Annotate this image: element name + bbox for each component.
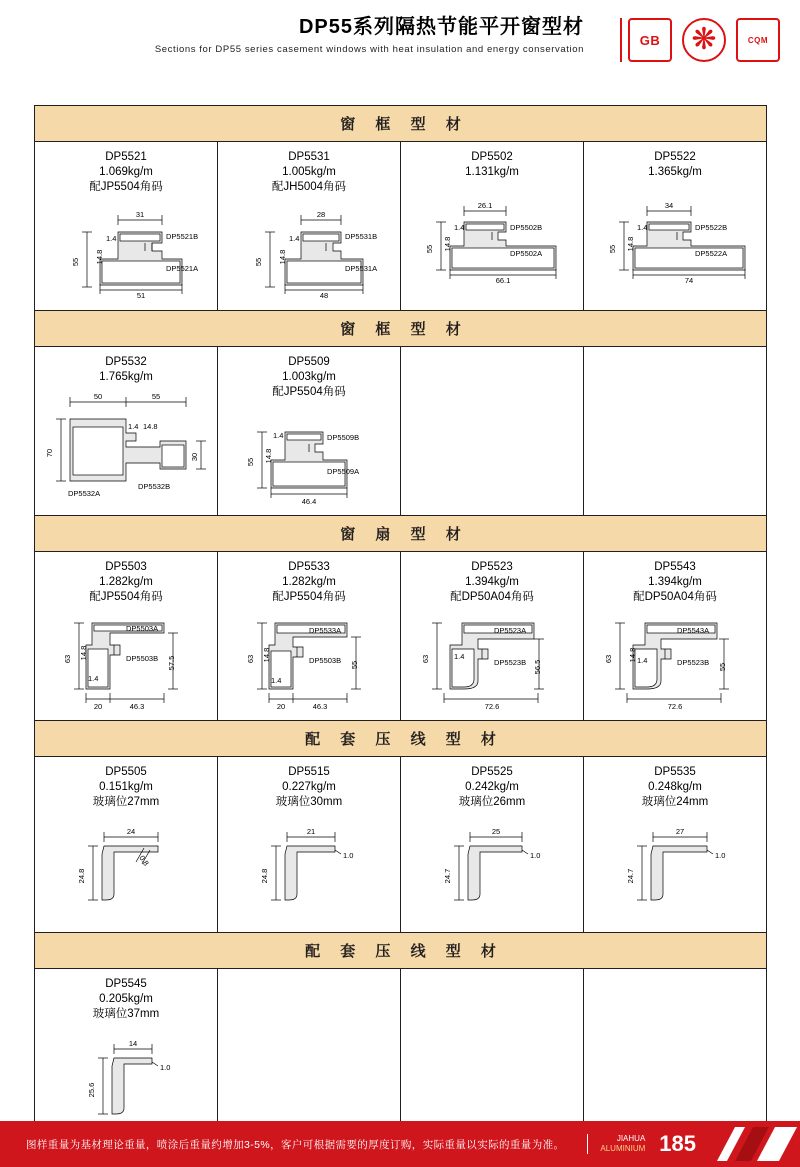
dim-label: 1.4: [106, 234, 117, 243]
dim-label: 14.8: [626, 236, 635, 252]
dim-label: 1.4: [454, 652, 465, 661]
dim-label: 14.8: [95, 249, 104, 265]
dim-label: 50: [93, 392, 103, 401]
profile-code: DP5509: [288, 356, 330, 368]
dim-label: 20: [276, 702, 286, 711]
profile-note: 玻璃位24mm: [641, 796, 709, 808]
section-band-3: 窗 扇 型 材: [35, 516, 766, 552]
dim-label: 46.3: [129, 702, 145, 711]
dim-label: 1.0: [530, 851, 541, 860]
profile-code: DP5515: [288, 766, 330, 778]
profile-cell-dp5515: [218, 757, 401, 932]
profile-table: [34, 105, 767, 1145]
profile-drawing-dp5515: [222, 814, 396, 919]
dim-label: 63: [421, 654, 430, 664]
profile-note: 配JP5504角码: [89, 181, 163, 193]
part-label: DP5509B: [327, 433, 360, 442]
part-label: DP5521A: [166, 264, 199, 273]
profile-drawing-dp5535: [588, 814, 762, 919]
profile-note: 玻璃位26mm: [458, 796, 526, 808]
profile-cell-dp5522: [584, 142, 766, 310]
profile-cell-dp5535: [584, 757, 766, 932]
part-label: DP5523B: [677, 658, 710, 667]
dim-label: 70: [45, 448, 54, 458]
profile-note: 配JP5504角码: [89, 591, 163, 603]
part-label: DP5503A: [126, 624, 159, 633]
part-label: DP5503B: [126, 654, 159, 663]
part-label: DP5532B: [138, 482, 171, 491]
header-divider: [620, 18, 622, 62]
profile-weight: 1.282kg/m: [282, 576, 336, 588]
profile-note: 配JP5504角码: [272, 386, 346, 398]
dim-label: 24.7: [443, 868, 452, 884]
dim-label: 24: [126, 827, 136, 836]
dim-label: 46.4: [301, 497, 317, 506]
part-label: DP5521B: [166, 232, 199, 241]
profile-note: 配JH5004角码: [271, 181, 347, 193]
dim-label: 28: [316, 210, 326, 219]
part-label: DP5543A: [677, 626, 710, 635]
profile-weight: 0.205kg/m: [99, 993, 153, 1005]
profile-note: 玻璃位30mm: [275, 796, 343, 808]
profile-cell-empty: [401, 969, 584, 1144]
dim-label: 63: [604, 654, 613, 664]
gb-cert-logo: [628, 18, 672, 62]
section-band-5: 配 套 压 线 型 材: [35, 933, 766, 969]
part-label: DP5531A: [345, 264, 378, 273]
profile-weight: 0.242kg/m: [465, 781, 519, 793]
profile-note: 配DP50A04角码: [633, 591, 717, 603]
profile-cell-dp5543: [584, 552, 766, 720]
dim-label: 34: [664, 201, 674, 210]
profile-code: DP5522: [654, 151, 696, 163]
dim-label: 51: [136, 291, 146, 299]
profile-cell-dp5533: [218, 552, 401, 720]
dim-label: 14.8: [79, 645, 88, 661]
dim-label: 1.4: [637, 223, 648, 232]
profile-code: DP5503: [105, 561, 147, 573]
part-label: DP5522B: [695, 223, 728, 232]
profile-code: DP5535: [654, 766, 696, 778]
dim-label: 14.8: [628, 647, 637, 663]
dim-label: 57.5: [167, 655, 176, 671]
brand-subname-en: ALUMINIUM: [600, 1144, 646, 1153]
dim-label: 27: [675, 827, 685, 836]
profile-weight: 1.003kg/m: [282, 371, 336, 383]
profile-cell-dp5523: [401, 552, 584, 720]
profile-weight: 0.151kg/m: [99, 781, 153, 793]
dim-label: 14.8: [262, 647, 271, 663]
dim-label: 1.4: [271, 676, 282, 685]
profile-code: DP5525: [471, 766, 513, 778]
dim-label: 1.0: [343, 851, 354, 860]
snowflake-icon: ❋: [691, 23, 717, 56]
dim-label: 46.3: [312, 702, 328, 711]
table-row: [35, 552, 766, 721]
profile-note: 配DP50A04角码: [450, 591, 534, 603]
dim-label: 25: [491, 827, 501, 836]
dim-label: 14.8: [443, 236, 452, 252]
profile-weight: 1.282kg/m: [99, 576, 153, 588]
dim-label: 0.8: [137, 853, 151, 868]
profile-drawing-dp5509: [222, 404, 396, 509]
snowflake-cert-logo: [682, 18, 726, 62]
profile-weight: 1.394kg/m: [648, 576, 702, 588]
profile-cell-dp5505: [35, 757, 218, 932]
part-label: DP5503B: [309, 656, 342, 665]
dim-label: 74: [684, 276, 694, 284]
section-band-1: 窗 框 型 材: [35, 106, 766, 142]
dim-label: 20: [93, 702, 103, 711]
profile-note: 玻璃位27mm: [92, 796, 160, 808]
table-row: [35, 969, 766, 1144]
page-number: 185: [659, 1131, 696, 1156]
profile-cell-dp5502: [401, 142, 584, 310]
table-row: [35, 142, 766, 311]
profile-code: DP5502: [471, 151, 513, 163]
dim-label: 21: [306, 827, 316, 836]
part-label: DP5531B: [345, 232, 378, 241]
profile-cell-dp5531: [218, 142, 401, 310]
profile-code: DP5531: [288, 151, 330, 163]
dim-label: 55: [246, 457, 255, 467]
profile-weight: 1.394kg/m: [465, 576, 519, 588]
profile-drawing-dp5521: [39, 199, 213, 304]
part-label: DP5502B: [510, 223, 543, 232]
profile-drawing-dp5531: [222, 199, 396, 304]
dim-label: 1.4: [88, 674, 99, 683]
dim-label: 1.4: [273, 431, 284, 440]
profile-code: DP5533: [288, 561, 330, 573]
table-row: [35, 757, 766, 933]
page-footer: [0, 1121, 800, 1167]
profile-cell-dp5503: [35, 552, 218, 720]
profile-weight: 1.365kg/m: [648, 166, 702, 178]
footer-note: 图样重量为基材理论重量，喷涂后重量约增加3-5%，客户可根据需要的厚度订购，实际重量以实际的重量为准。: [26, 1138, 565, 1151]
profile-code: DP5505: [105, 766, 147, 778]
section-band-2: 窗 框 型 材: [35, 311, 766, 347]
dim-label: 55: [254, 257, 263, 267]
profile-code: DP5521: [105, 151, 147, 163]
dim-label: 1.4: [454, 223, 465, 232]
profile-weight: 1.005kg/m: [282, 166, 336, 178]
profile-code: DP5545: [105, 978, 147, 990]
brand-name-en: JIAHUA: [616, 1134, 646, 1143]
table-row: [35, 347, 766, 516]
dim-label: 1.0: [715, 851, 726, 860]
dim-label: 31: [135, 210, 145, 219]
profile-cell-dp5545: [35, 969, 218, 1144]
dim-label: 24.7: [626, 868, 635, 884]
profile-cell-dp5521: [35, 142, 218, 310]
part-label: DP5509A: [327, 467, 360, 476]
profile-drawing-dp5533: [222, 609, 396, 714]
profile-note: 配JP5504角码: [272, 591, 346, 603]
dim-label: 55: [71, 257, 80, 267]
dim-label: 1.0: [160, 1063, 171, 1072]
page-header: [0, 0, 800, 80]
dim-label: 63: [246, 654, 255, 664]
dim-label: 14: [128, 1039, 138, 1048]
dim-label: 14.8: [143, 422, 158, 431]
profile-weight: 1.131kg/m: [465, 166, 519, 178]
profile-drawing-dp5523: [405, 609, 579, 714]
dim-label: 55: [718, 662, 727, 672]
part-label: DP5533A: [309, 626, 342, 635]
dim-label: 1.4: [289, 234, 300, 243]
dim-label: 55: [151, 392, 161, 401]
dim-label: 1.4: [637, 656, 648, 665]
dim-label: 24.8: [260, 868, 269, 884]
profile-code: DP5543: [654, 561, 696, 573]
profile-weight: 0.248kg/m: [648, 781, 702, 793]
profile-drawing-dp5505: [39, 814, 213, 919]
profile-cell-dp5532: [35, 347, 218, 515]
dim-label: 26.1: [477, 201, 493, 210]
dim-label: 72.6: [484, 702, 500, 711]
profile-drawing-dp5502: [405, 184, 579, 289]
profile-weight: 1.765kg/m: [99, 371, 153, 383]
dim-label: 63: [63, 654, 72, 664]
part-label: DP5502A: [510, 249, 543, 258]
cqm-cert-logo: [736, 18, 780, 62]
dim-label: 14.8: [264, 448, 273, 464]
dim-label: 56.5: [533, 659, 542, 675]
part-label: DP5523A: [494, 626, 527, 635]
section-band-4: 配 套 压 线 型 材: [35, 721, 766, 757]
profile-code: DP5532: [105, 356, 147, 368]
profile-cell-empty: [584, 347, 766, 515]
dim-label: 55: [425, 244, 434, 254]
dim-label: 55: [608, 244, 617, 254]
profile-drawing-dp5532: [39, 389, 213, 498]
certification-logos: [628, 18, 780, 62]
profile-drawing-dp5525: [405, 814, 579, 919]
dim-label: 48: [319, 291, 329, 299]
dim-label: 1.4: [128, 422, 139, 431]
profile-drawing-dp5503: [39, 609, 213, 714]
profile-code: DP5523: [471, 561, 513, 573]
part-label: DP5522A: [695, 249, 728, 258]
dim-label: 14.8: [278, 249, 287, 265]
profile-weight: 1.069kg/m: [99, 166, 153, 178]
part-label: DP5532A: [68, 489, 101, 498]
profile-weight: 0.227kg/m: [282, 781, 336, 793]
cqm-cert-logo-text: CQM: [747, 35, 769, 45]
profile-cell-empty: [401, 347, 584, 515]
dim-label: 66.1: [495, 276, 511, 284]
profile-drawing-dp5522: [588, 184, 762, 289]
dim-label: 25.6: [87, 1082, 96, 1098]
page-title-en: Sections for DP55 series casement windows with heat insulation and energy conservation: [154, 44, 584, 55]
profile-cell-empty: [218, 969, 401, 1144]
profile-drawing-dp5543: [588, 609, 762, 714]
profile-cell-dp5525: [401, 757, 584, 932]
page-title-cn: DP55系列隔热节能平开窗型材: [298, 16, 584, 38]
profile-cell-empty: [584, 969, 766, 1144]
part-label: DP5523B: [494, 658, 527, 667]
dim-label: 72.6: [667, 702, 683, 711]
profile-note: 玻璃位37mm: [92, 1008, 160, 1020]
profile-cell-dp5509: [218, 347, 401, 515]
gb-cert-logo-text: GB: [639, 32, 661, 48]
dim-label: 55: [350, 660, 359, 670]
dim-label: 30: [190, 452, 199, 462]
profile-drawing-dp5545: [39, 1026, 213, 1131]
brand-mark: [587, 1134, 653, 1154]
dim-label: 24.8: [77, 868, 86, 884]
footer-swoosh-graphic: [710, 1121, 800, 1167]
